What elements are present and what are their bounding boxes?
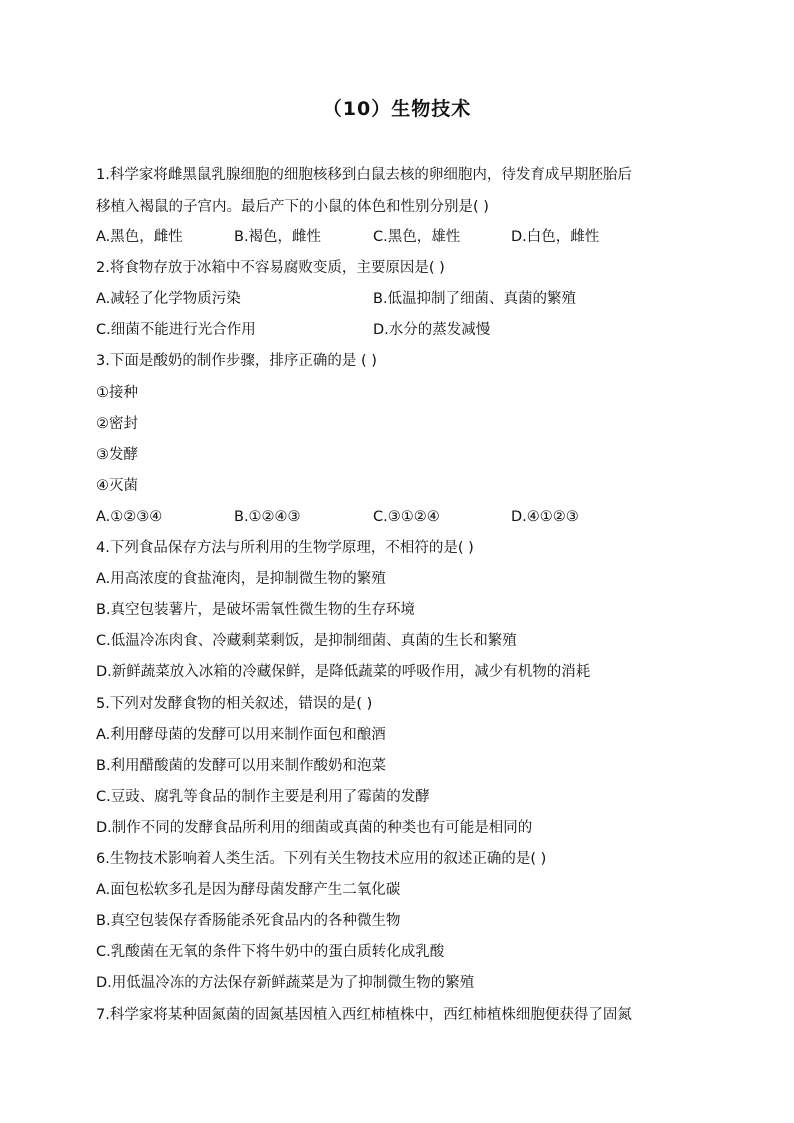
q1-stem-line1: 1.科学家将雌黑鼠乳腺细胞的细胞核移到白鼠去核的卵细胞内，待发育成早期胚胎后 xyxy=(96,167,632,183)
q2-option-c: C.细菌不能进行光合作用 xyxy=(96,322,256,338)
q6-option-c: C.乳酸菌在无氧的条件下将牛奶中的蛋白质转化成乳酸 xyxy=(96,944,445,960)
q2-option-a: A.减轻了化学物质污染 xyxy=(96,291,241,307)
q4-option-b: B.真空包装薯片，是破坏需氧性微生物的生存环境 xyxy=(96,602,416,618)
q6-option-d: D.用低温冷冻的方法保存新鲜蔬菜是为了抑制微生物的繁殖 xyxy=(96,975,475,991)
q3-option-c: C.③①②④ xyxy=(373,509,440,525)
q3-step-3: ③发酵 xyxy=(96,447,138,463)
q2-stem: 2.将食物存放于冰箱中不容易腐败变质，主要原因是( ) xyxy=(96,260,445,276)
q1-option-a: A.黑色，雌性 xyxy=(96,229,183,245)
q1-option-d: D.白色，雌性 xyxy=(511,229,600,245)
q5-option-c: C.豆豉、腐乳等食品的制作主要是利用了霉菌的发酵 xyxy=(96,789,430,805)
q2-option-d: D.水分的蒸发减慢 xyxy=(373,322,491,338)
q6-option-a: A.面包松软多孔是因为酵母菌发酵产生二氧化碳 xyxy=(96,882,401,898)
q4-option-c: C.低温冷冻肉食、冷藏剩菜剩饭，是抑制细菌、真菌的生长和繁殖 xyxy=(96,633,517,649)
q5-stem: 5.下列对发酵食物的相关叙述，错误的是( ) xyxy=(96,696,373,712)
q1-option-c: C.黑色，雄性 xyxy=(373,229,461,245)
q2-option-b: B.低温抑制了细菌、真菌的繁殖 xyxy=(373,291,577,307)
q3-step-2: ②密封 xyxy=(96,416,138,432)
q3-step-1: ①接种 xyxy=(96,385,138,401)
q3-step-4: ④灭菌 xyxy=(96,478,138,494)
q4-option-a: A.用高浓度的食盐淹肉，是抑制微生物的繁殖 xyxy=(96,571,386,587)
q7-stem-line1: 7.科学家将某种固氮菌的固氮基因植入西红柿植株中，西红柿植株细胞便获得了固氮 xyxy=(96,1007,632,1023)
q1-stem-line2: 移植入褐鼠的子宫内。最后产下的小鼠的体色和性别分别是( ) xyxy=(96,199,489,215)
q6-option-b: B.真空包装保存香肠能杀死食品内的各种微生物 xyxy=(96,913,401,929)
q5-option-a: A.利用酵母菌的发酵可以用来制作面包和酿酒 xyxy=(96,727,386,743)
q4-option-d: D.新鲜蔬菜放入冰箱的冷藏保鲜，是降低蔬菜的呼吸作用，减少有机物的消耗 xyxy=(96,664,591,680)
q6-stem: 6.生物技术影响着人类生活。下列有关生物技术应用的叙述正确的是( ) xyxy=(96,851,547,867)
q4-stem: 4.下列食品保存方法与所利用的生物学原理，不相符的是( ) xyxy=(96,540,474,556)
page-title: （10）生物技术 xyxy=(322,98,472,120)
q3-stem: 3.下面是酸奶的制作步骤，排序正确的是 ( ) xyxy=(96,353,377,369)
q3-option-b: B.①②④③ xyxy=(234,509,301,525)
q1-option-b: B.褐色，雌性 xyxy=(234,229,322,245)
q5-option-d: D.制作不同的发酵食品所利用的细菌或真菌的种类也有可能是相同的 xyxy=(96,820,533,836)
q3-option-d: D.④①②③ xyxy=(511,509,579,525)
q3-option-a: A.①②③④ xyxy=(96,509,163,525)
q5-option-b: B.利用醋酸菌的发酵可以用来制作酸奶和泡菜 xyxy=(96,758,387,774)
